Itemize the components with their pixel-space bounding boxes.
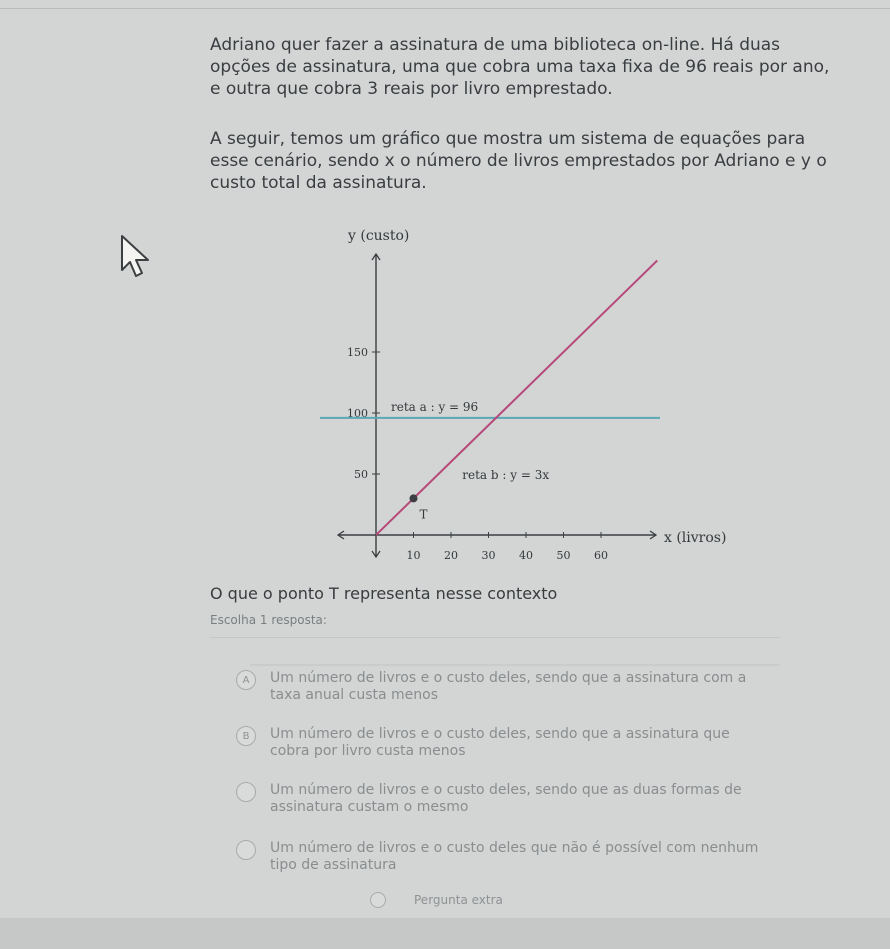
radio-button[interactable]: B bbox=[236, 726, 256, 746]
option-text: Um número de livros e o custo deles que não é possível com nenhum tipo de assinatura bbox=[270, 840, 759, 873]
x-tick-label: 30 bbox=[481, 549, 496, 562]
answer-option-a[interactable] bbox=[236, 670, 776, 704]
radio-button[interactable]: A bbox=[236, 670, 256, 690]
y-tick-label: 150 bbox=[347, 346, 368, 359]
problem-paragraph-2: A seguir, temos um gráfico que mostra um sistema de equações para esse cenário, sendo x o número de livros emprestados por Adriano e y o custo total da assinatura. bbox=[210, 129, 827, 193]
radio-button[interactable] bbox=[236, 782, 256, 802]
label-reta-a: reta a : y = 96 bbox=[391, 399, 479, 414]
label-reta-b: reta b : y = 3x bbox=[462, 468, 550, 482]
divider bbox=[250, 664, 780, 666]
x-tick-label: 40 bbox=[519, 549, 533, 562]
x-tick-label: 20 bbox=[444, 549, 458, 562]
divider bbox=[210, 637, 780, 638]
option-text: Um número de livros e o custo deles, sendo que a assinatura com a taxa anual custa menos bbox=[270, 670, 747, 703]
radio-button[interactable] bbox=[370, 892, 386, 908]
x-tick-label: 60 bbox=[594, 549, 608, 562]
top-divider bbox=[0, 8, 890, 9]
problem-paragraph-1: Adriano quer fazer a assinatura de uma biblioteca on-line. Há duas opções de assinatura, uma que cobra uma taxa fixa de 96 reais por ano, e outra que cobra 3 reais por livro emprestado. bbox=[210, 35, 830, 99]
x-tick-label: 50 bbox=[556, 549, 571, 562]
question-text: O que o ponto T representa nesse contexto bbox=[210, 584, 558, 603]
option-text: Um número de livros e o custo deles, sendo que a assinatura que cobra por livro custa menos bbox=[270, 726, 730, 759]
y-axis-label: y (custo) bbox=[348, 228, 410, 244]
x-tick-label: 10 bbox=[406, 549, 421, 562]
extra-question-label: Pergunta extra bbox=[414, 893, 503, 907]
y-tick-label: 50 bbox=[354, 468, 368, 481]
point-t-label: T bbox=[419, 507, 428, 522]
mouse-cursor-icon bbox=[118, 232, 154, 278]
radio-button[interactable] bbox=[236, 840, 256, 860]
answer-option-d[interactable] bbox=[236, 840, 776, 874]
answer-option-b[interactable] bbox=[236, 726, 776, 760]
x-axis-label: x (livros) bbox=[664, 530, 727, 546]
answer-instruction: Escolha 1 resposta: bbox=[210, 613, 327, 627]
line-reta-b bbox=[376, 261, 657, 536]
bottom-bar bbox=[0, 918, 890, 949]
answer-option-c[interactable] bbox=[236, 782, 776, 816]
option-text: Um número de livros e o custo deles, sendo que as duas formas de assinatura custam o mesmo bbox=[270, 782, 742, 815]
extra-question-option[interactable] bbox=[370, 892, 503, 908]
line-chart bbox=[318, 220, 748, 580]
y-tick-label: 100 bbox=[347, 407, 368, 420]
point-t bbox=[410, 494, 418, 502]
